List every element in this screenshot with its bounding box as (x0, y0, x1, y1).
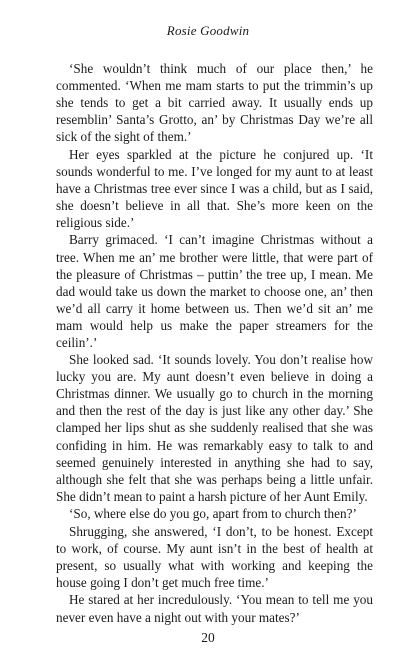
body-text (56, 60, 373, 626)
paragraph: ‘She wouldn’t think much of our place then,’ he commented. ‘When me mam starts to put the trimmin’s up she tends to get a bit carried away. It usually ends up resemblin’ Santa’s Grotto, an’ by Christmas Day we’re all sick of the sight of them.’ (56, 61, 373, 145)
paragraph: ‘So, where else do you go, apart from to church then?’ (69, 506, 357, 522)
paragraph: Barry grimaced. ‘I can’t imagine Christmas without a tree. When me an’ me brother were little, that were part of the pleasure of Christmas – puttin’ the tree up, I mean. Me dad would take us down the market to choose one, an’ then we’d all carry it home between us. Then we’d sit an’ me mam would help us make the paper streamers for the ceilin’.’ (56, 232, 373, 350)
paragraph: Her eyes sparkled at the picture he conjured up. ‘It sounds wonderful to me. I’ve longed for my aunt to at least have a Christmas tree ever since I was a child, but as I said, she doesn’t believe in all that. She’s more keen on the religious side.’ (56, 146, 373, 230)
page-number: 20 (201, 630, 215, 645)
running-head: Rosie Goodwin (166, 23, 250, 38)
paragraph: She looked sad. ‘It sounds lovely. You don’t realise how lucky you are. My aunt doesn’t even believe in doing a Christmas dinner. We usually go to church in the morning and then the rest of the day is just like any other day.’ She clamped her lips shut as she suddenly realised that she was confiding in him. He was remarkably easy to talk to and seemed genuinely interested in anything she had to say, although she felt that she was perhaps being a little unfair. She didn’t mean to paint a harsh picture of her Aunt Emily. (56, 352, 373, 504)
paragraph: Shrugging, she answered, ‘I don’t, to be honest. Except to work, of course. My aunt isn’t in the best of health at present, so usually what with working and keeping the house going I don’t get much free time.’ (56, 523, 373, 590)
paragraph: He stared at her incredulously. ‘You mean to tell me you never even have a night out with your mates?’ (56, 592, 373, 625)
